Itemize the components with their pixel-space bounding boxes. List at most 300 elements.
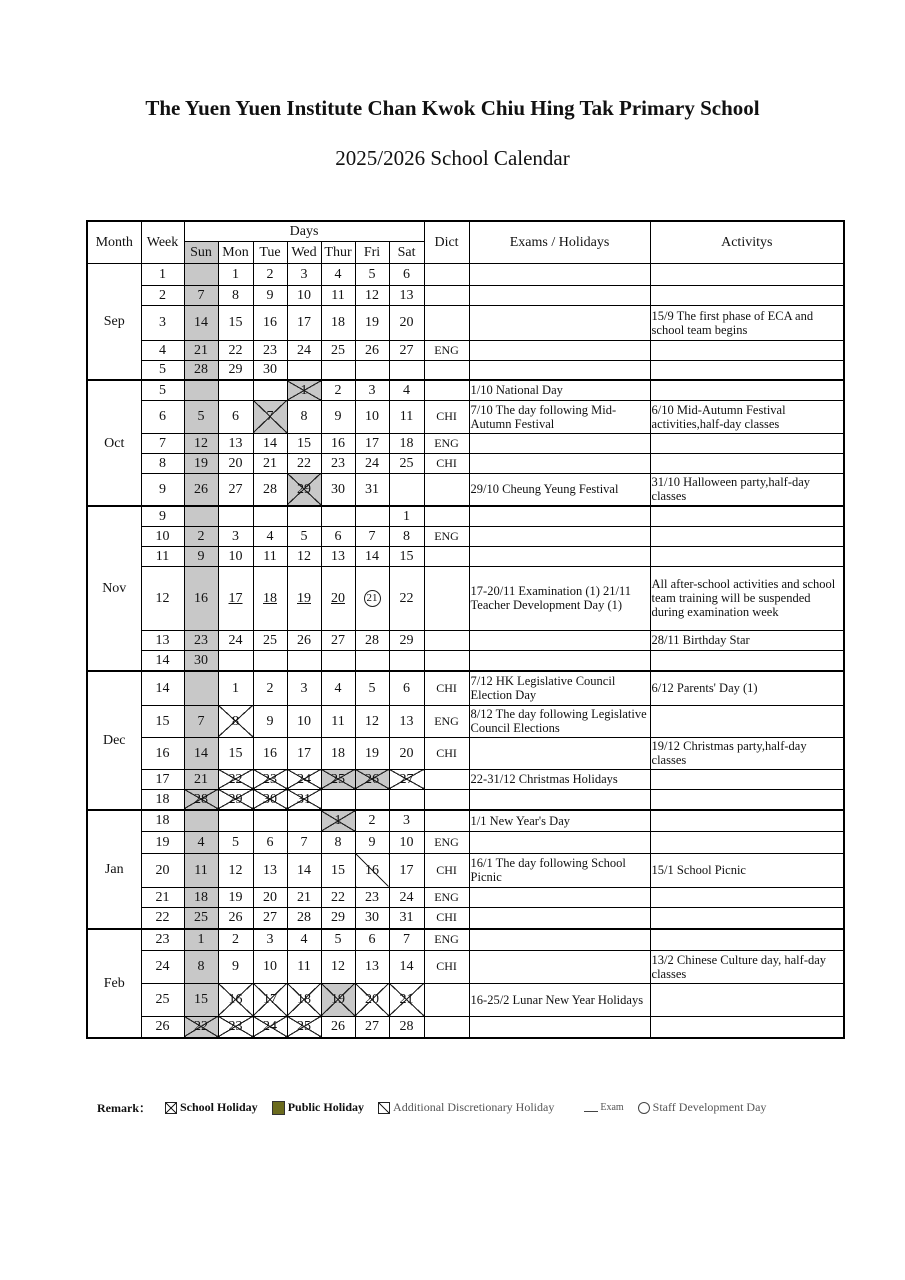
week-number: 3 xyxy=(141,305,184,340)
day-cell xyxy=(253,950,287,983)
week-number: 12 xyxy=(141,566,184,630)
day-number: 12 xyxy=(228,862,243,878)
day-cell xyxy=(218,650,253,671)
day-cell xyxy=(355,789,389,810)
day-number: 22 xyxy=(228,342,243,358)
day-cell xyxy=(355,1016,389,1038)
sunday-cell xyxy=(184,400,218,433)
sunday-cell xyxy=(184,526,218,546)
day-cell xyxy=(253,526,287,546)
day-cell xyxy=(253,929,287,950)
day-cell xyxy=(253,1016,287,1038)
exam-holiday-cell xyxy=(469,453,650,473)
discretionary-holiday-icon xyxy=(378,1102,390,1114)
day-number: 13 xyxy=(399,287,414,303)
day-cell xyxy=(321,630,355,650)
day-cell xyxy=(355,473,389,506)
day-number: 1 xyxy=(197,932,205,948)
week-row xyxy=(87,630,844,650)
day-cell xyxy=(218,789,253,810)
day-number: 4 xyxy=(403,382,411,398)
day-number: 28 xyxy=(194,362,208,378)
day-cell xyxy=(253,789,287,810)
day-number: 1 xyxy=(232,266,239,282)
day-number: 1 xyxy=(334,813,342,829)
week-row xyxy=(87,650,844,671)
day-cell xyxy=(355,566,389,630)
day-number: 20 xyxy=(331,590,345,606)
day-number: 7 xyxy=(300,834,308,850)
day-cell xyxy=(287,887,321,907)
day-cell xyxy=(321,907,355,929)
day-cell xyxy=(287,810,321,831)
day-number: 28 xyxy=(399,1019,414,1035)
day-number: 31 xyxy=(399,910,414,926)
day-number: 17 xyxy=(399,862,414,878)
week-row xyxy=(87,950,844,983)
day-cell xyxy=(287,473,321,506)
calendar-title: 2025/2026 School Calendar xyxy=(335,146,570,170)
day-cell xyxy=(355,831,389,853)
activity-cell xyxy=(650,360,844,380)
day-number: 27 xyxy=(399,771,414,787)
day-cell xyxy=(218,907,253,929)
week-row xyxy=(87,789,844,810)
activity-cell: 6/10 Mid-Autumn Festival activities,half-day classes xyxy=(650,400,844,433)
day-number: 8 xyxy=(232,713,239,729)
day-number: 23 xyxy=(263,771,277,787)
dictation-cell: ENG xyxy=(424,887,469,907)
activity-cell: 15/1 School Picnic xyxy=(650,853,844,887)
day-cell xyxy=(287,285,321,305)
day-cell xyxy=(321,853,355,887)
day-cell xyxy=(389,360,424,380)
day-number: 16 xyxy=(263,315,277,330)
day-number: 20 xyxy=(399,745,414,761)
day-number: 13 xyxy=(365,959,379,974)
day-cell xyxy=(253,285,287,305)
day-cell xyxy=(218,887,253,907)
day-number: 7 xyxy=(266,409,274,424)
day-cell xyxy=(389,305,424,340)
day-cell xyxy=(218,263,253,285)
day-number: 21 xyxy=(297,889,311,905)
day-number: 10 xyxy=(399,834,414,850)
day-cell xyxy=(253,340,287,360)
day-number: 26 xyxy=(365,342,379,358)
week-number: 5 xyxy=(141,360,184,380)
day-number: 16 xyxy=(194,590,208,606)
day-number: 13 xyxy=(399,713,414,729)
header-dict: Dict xyxy=(424,221,469,263)
day-number: 13 xyxy=(263,862,277,878)
day-number: 3 xyxy=(403,813,411,829)
dictation-cell xyxy=(424,630,469,650)
day-number: 12 xyxy=(194,435,208,451)
day-cell xyxy=(389,630,424,650)
sunday-cell xyxy=(184,380,218,400)
sunday-cell xyxy=(184,705,218,737)
week-row xyxy=(87,1016,844,1038)
day-number: 30 xyxy=(263,791,277,807)
exam-holiday-cell: 1/10 National Day xyxy=(469,380,650,400)
day-number: 26 xyxy=(194,481,208,497)
dictation-cell xyxy=(424,546,469,566)
dictation-cell: CHI xyxy=(424,737,469,769)
week-number: 9 xyxy=(141,473,184,506)
day-number: 19 xyxy=(331,992,345,1007)
day-number: 2 xyxy=(266,680,274,696)
day-cell xyxy=(287,737,321,769)
day-cell xyxy=(253,853,287,887)
week-number: 18 xyxy=(141,789,184,810)
day-cell xyxy=(389,380,424,400)
day-number: 21 xyxy=(194,342,208,358)
activity-cell xyxy=(650,1016,844,1038)
day-number: 8 xyxy=(300,409,308,424)
day-number: 14 xyxy=(297,862,311,878)
day-number: 30 xyxy=(365,910,379,926)
day-number: 22 xyxy=(194,1019,208,1035)
day-number: 25 xyxy=(331,771,345,787)
day-number: 18 xyxy=(331,315,345,330)
day-number: 3 xyxy=(300,266,308,282)
legend-school-holiday: School Holiday xyxy=(165,1100,258,1115)
day-number: 28 xyxy=(263,481,277,497)
day-number: 2 xyxy=(368,813,376,829)
day-cell xyxy=(389,285,424,305)
sunday-cell xyxy=(184,983,218,1016)
week-number: 4 xyxy=(141,340,184,360)
day-cell xyxy=(287,305,321,340)
day-number: 11 xyxy=(194,862,208,878)
activity-cell xyxy=(650,433,844,453)
exam-holiday-cell xyxy=(469,546,650,566)
weekday-sun: Sun xyxy=(184,241,218,263)
day-number: 19 xyxy=(194,455,208,471)
day-cell xyxy=(218,453,253,473)
sunday-cell xyxy=(184,473,218,506)
day-cell xyxy=(355,950,389,983)
day-cell xyxy=(253,737,287,769)
day-number: 19 xyxy=(228,889,243,905)
day-number: 23 xyxy=(365,889,379,905)
day-cell xyxy=(321,285,355,305)
week-number: 26 xyxy=(141,1016,184,1038)
day-cell xyxy=(287,853,321,887)
day-number: 24 xyxy=(399,889,414,905)
week-number: 20 xyxy=(141,853,184,887)
day-cell xyxy=(355,380,389,400)
day-cell xyxy=(389,769,424,789)
day-number: 7 xyxy=(403,932,411,948)
day-cell xyxy=(253,887,287,907)
school-holiday-icon xyxy=(165,1102,177,1114)
day-cell xyxy=(253,831,287,853)
day-number: 16 xyxy=(228,992,243,1007)
week-row xyxy=(87,473,844,506)
day-number: 6 xyxy=(232,409,239,424)
exam-holiday-cell xyxy=(469,907,650,929)
day-cell xyxy=(355,737,389,769)
day-cell xyxy=(253,630,287,650)
day-cell xyxy=(287,526,321,546)
day-number: 25 xyxy=(399,455,414,471)
day-number: 29 xyxy=(228,791,243,807)
day-number: 21 xyxy=(263,455,277,471)
day-cell xyxy=(218,400,253,433)
day-number: 22 xyxy=(399,590,414,606)
exam-holiday-cell: 7/12 HK Legislative Council Election Day xyxy=(469,671,650,705)
day-cell xyxy=(253,506,287,526)
day-cell xyxy=(389,506,424,526)
sunday-cell xyxy=(184,1016,218,1038)
weekday-sat: Sat xyxy=(389,241,424,263)
day-cell xyxy=(218,360,253,380)
day-number: 21 xyxy=(194,771,208,787)
week-number: 13 xyxy=(141,630,184,650)
exam-holiday-cell xyxy=(469,360,650,380)
day-cell xyxy=(253,810,287,831)
dictation-cell xyxy=(424,789,469,810)
day-cell xyxy=(355,671,389,705)
day-cell xyxy=(218,705,253,737)
day-cell xyxy=(218,983,253,1016)
day-cell xyxy=(218,433,253,453)
day-cell xyxy=(253,473,287,506)
month-label: Dec xyxy=(87,671,141,810)
exam-holiday-cell xyxy=(469,285,650,305)
activity-cell: All after-school activities and school team training will be suspended during examination week xyxy=(650,566,844,630)
day-number: 19 xyxy=(365,745,379,761)
day-cell xyxy=(218,737,253,769)
day-cell xyxy=(389,705,424,737)
day-number: 17 xyxy=(365,435,379,451)
dictation-cell: ENG xyxy=(424,929,469,950)
day-cell xyxy=(321,400,355,433)
week-number: 6 xyxy=(141,400,184,433)
week-number: 24 xyxy=(141,950,184,983)
header-month: Month xyxy=(87,221,141,263)
day-cell xyxy=(355,983,389,1016)
day-number: 6 xyxy=(266,834,274,850)
day-number: 18 xyxy=(331,745,345,761)
header-week: Week xyxy=(141,221,184,263)
day-cell xyxy=(218,950,253,983)
day-cell xyxy=(321,546,355,566)
day-number: 18 xyxy=(399,435,414,451)
week-row xyxy=(87,433,844,453)
day-cell xyxy=(321,506,355,526)
day-number: 2 xyxy=(232,932,239,948)
day-cell xyxy=(287,907,321,929)
day-cell xyxy=(355,810,389,831)
day-number: 17 xyxy=(263,992,277,1007)
activity-cell xyxy=(650,705,844,737)
day-cell xyxy=(218,285,253,305)
day-cell xyxy=(389,810,424,831)
sunday-cell xyxy=(184,671,218,705)
day-cell xyxy=(253,671,287,705)
sunday-cell xyxy=(184,853,218,887)
week-row xyxy=(87,263,844,285)
day-cell xyxy=(253,433,287,453)
day-number: 8 xyxy=(197,959,205,974)
day-number: 18 xyxy=(194,889,208,905)
day-number: 6 xyxy=(403,680,411,696)
day-cell xyxy=(321,380,355,400)
day-number: 26 xyxy=(365,771,379,787)
day-number: 2 xyxy=(334,382,342,398)
day-cell xyxy=(355,650,389,671)
day-number: 15 xyxy=(297,435,311,451)
day-cell xyxy=(321,360,355,380)
day-number: 28 xyxy=(297,910,311,926)
dictation-cell: CHI xyxy=(424,907,469,929)
day-cell xyxy=(321,566,355,630)
day-cell xyxy=(355,433,389,453)
day-number: 11 xyxy=(263,548,277,564)
week-row xyxy=(87,360,844,380)
day-number: 7 xyxy=(197,287,205,303)
exam-holiday-cell xyxy=(469,526,650,546)
day-number: 8 xyxy=(232,287,239,303)
day-cell xyxy=(253,983,287,1016)
day-number: 25 xyxy=(194,910,208,926)
day-cell xyxy=(287,1016,321,1038)
day-number: 28 xyxy=(365,632,379,648)
day-cell xyxy=(389,400,424,433)
day-cell xyxy=(218,831,253,853)
day-number: 28 xyxy=(194,791,208,807)
day-cell xyxy=(389,473,424,506)
week-number: 25 xyxy=(141,983,184,1016)
dictation-cell xyxy=(424,769,469,789)
day-cell xyxy=(287,433,321,453)
day-number: 22 xyxy=(228,771,243,787)
week-row xyxy=(87,907,844,929)
activity-cell xyxy=(650,453,844,473)
day-cell xyxy=(321,453,355,473)
day-number: 20 xyxy=(263,889,277,905)
day-number: 4 xyxy=(197,834,205,850)
exam-holiday-cell xyxy=(469,737,650,769)
activity-cell xyxy=(650,380,844,400)
dictation-cell: ENG xyxy=(424,831,469,853)
sunday-cell xyxy=(184,285,218,305)
week-row xyxy=(87,526,844,546)
day-number: 14 xyxy=(365,548,379,564)
week-number: 11 xyxy=(141,546,184,566)
day-cell xyxy=(389,526,424,546)
week-number: 2 xyxy=(141,285,184,305)
week-number: 14 xyxy=(141,650,184,671)
weekday-fri: Fri xyxy=(355,241,389,263)
dictation-cell xyxy=(424,1016,469,1038)
activity-cell xyxy=(650,650,844,671)
day-number: 10 xyxy=(365,409,379,424)
day-number: 23 xyxy=(194,632,208,648)
day-cell xyxy=(218,473,253,506)
day-number: 9 xyxy=(334,409,342,424)
sunday-cell xyxy=(184,340,218,360)
sunday-cell xyxy=(184,360,218,380)
day-number: 10 xyxy=(297,713,311,729)
day-cell xyxy=(355,907,389,929)
activity-cell xyxy=(650,810,844,831)
sunday-cell xyxy=(184,650,218,671)
activity-cell: 31/10 Halloween party,half-day classes xyxy=(650,473,844,506)
exam-holiday-cell xyxy=(469,789,650,810)
day-cell xyxy=(321,737,355,769)
day-number: 21 xyxy=(364,590,381,607)
week-number: 18 xyxy=(141,810,184,831)
day-cell xyxy=(355,546,389,566)
activity-cell: 6/12 Parents' Day (1) xyxy=(650,671,844,705)
day-number: 9 xyxy=(197,548,205,564)
day-number: 15 xyxy=(331,862,345,878)
week-row xyxy=(87,853,844,887)
day-cell xyxy=(355,400,389,433)
exam-holiday-cell: 1/1 New Year's Day xyxy=(469,810,650,831)
dictation-cell: ENG xyxy=(424,526,469,546)
day-cell xyxy=(389,983,424,1016)
day-cell xyxy=(287,831,321,853)
day-number: 3 xyxy=(232,528,239,544)
exam-holiday-cell: 8/12 The day following Legislative Council Elections xyxy=(469,705,650,737)
day-cell xyxy=(389,907,424,929)
day-number: 14 xyxy=(194,745,208,761)
legend-label: Remark： xyxy=(97,1101,151,1115)
exam-holiday-cell: 29/10 Cheung Yeung Festival xyxy=(469,473,650,506)
week-number: 5 xyxy=(141,380,184,400)
exam-holiday-cell xyxy=(469,950,650,983)
day-cell xyxy=(253,566,287,630)
day-cell xyxy=(321,950,355,983)
activity-cell xyxy=(650,887,844,907)
day-number: 14 xyxy=(399,959,414,974)
week-number: 15 xyxy=(141,705,184,737)
day-number: 5 xyxy=(232,834,239,850)
day-number: 3 xyxy=(300,680,308,696)
day-cell xyxy=(253,380,287,400)
week-row xyxy=(87,831,844,853)
day-cell xyxy=(321,433,355,453)
day-cell xyxy=(321,705,355,737)
dictation-cell xyxy=(424,473,469,506)
day-cell xyxy=(287,566,321,630)
day-number: 12 xyxy=(297,548,311,564)
sunday-cell xyxy=(184,737,218,769)
day-number: 12 xyxy=(331,959,345,974)
day-cell xyxy=(321,887,355,907)
day-number: 30 xyxy=(331,481,345,497)
day-cell xyxy=(287,380,321,400)
exam-holiday-cell xyxy=(469,831,650,853)
week-row xyxy=(87,887,844,907)
month-label: Nov xyxy=(87,506,141,671)
weekday-mon: Mon xyxy=(218,241,253,263)
day-number: 23 xyxy=(263,342,277,358)
day-cell xyxy=(355,285,389,305)
day-number: 17 xyxy=(297,315,311,330)
sunday-cell xyxy=(184,929,218,950)
day-number: 11 xyxy=(331,713,345,729)
day-cell xyxy=(287,263,321,285)
activity-cell xyxy=(650,285,844,305)
day-number: 8 xyxy=(403,528,411,544)
month-label: Sep xyxy=(87,263,141,380)
